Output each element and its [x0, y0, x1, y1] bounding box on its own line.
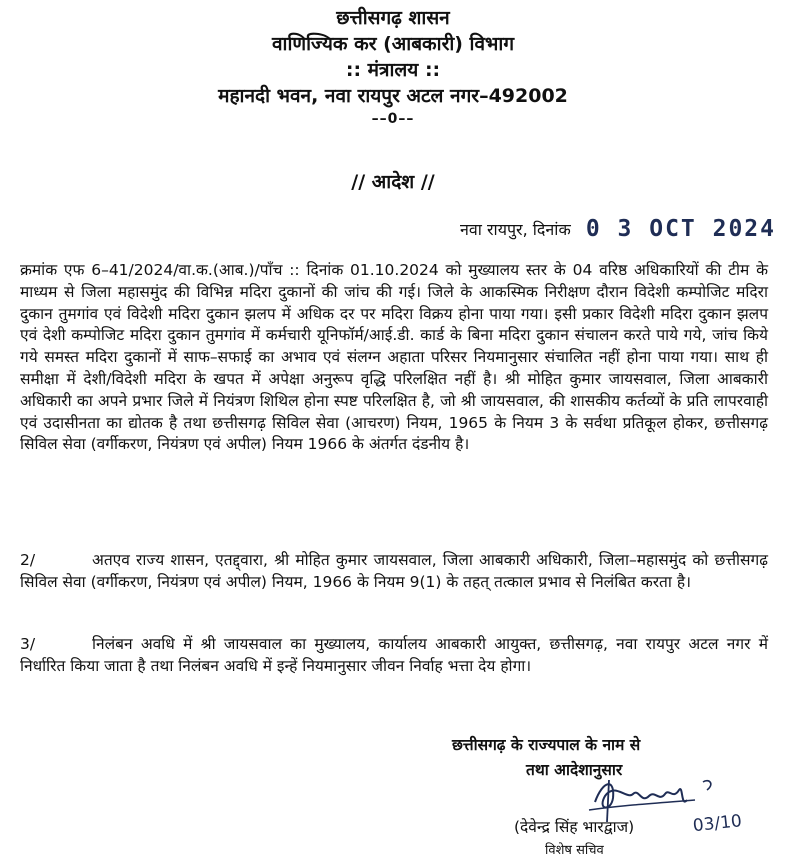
date-label: नवा रायपुर, दिनांक: [460, 220, 571, 239]
paragraph-3: [20, 634, 768, 678]
order-title: // आदेश //: [351, 171, 435, 193]
date-stamp: 0 3 OCT 2024: [585, 216, 776, 242]
paragraph-3-text: निलंबन अवधि में श्री जायसवाल का मुख्यालय, कार्यालय आबकारी आयुक्त, छत्तीसगढ़, नवा रायपुर अटल नगर में निर्धारित किया जाता है तथा निलंबन अवधि में इन्हें नियमानुसार जीवन निर्वाह भत्ता देय होगा।: [20, 635, 768, 675]
government-name: छत्तीसगढ़ शासन: [336, 7, 450, 29]
office-address: महानदी भवन, नवा रायपुर अटल नगर–492002: [218, 85, 568, 107]
paragraph-2-text: अतएव राज्य शासन, एतद्द्वारा, श्री मोहित कुमार जायसवाल, जिला आबकारी अधिकारी, जिला–महासमुंद को छत्तीसगढ़ सिविल सेवा (वर्गीकरण, नियंत्रण एवं अपील) नियम, 1966 के नियम 9(1) के तहत् तत्काल प्रभाव से निलंबित करता है।: [20, 551, 768, 591]
authority-line: छत्तीसगढ़ के राज्यपाल के नाम से: [452, 736, 641, 754]
signature-date: 03/10: [691, 811, 743, 837]
dateline: [460, 216, 776, 242]
paragraph-3-number: 3/: [20, 635, 36, 653]
header-divider: ––0––: [371, 111, 415, 127]
paragraph-1: क्रमांक एफ 6–41/2024/वा.क.(आब.)/पाँच :: दिनांक 01.10.2024 को मुख्यालय स्तर के 04 वरिष्ठ अधिकारियों की टीम के माध्यम से जिला महासमुंद की विभिन्न मदिरा दुकानों की जांच की गई। जिले के आकस्मिक निरीक्षण दौरान विदेशी कम्पोजिट मदिरा दुकान तुमगांव एवं विदेशी मदिरा दुकान झलप में अधिक दर पर मदिरा विक्रय होना पाया गया। इसी प्रकार विदेशी मदिरा दुकान झलप एवं देशी कम्पोजिट मदिरा दुकान तुमगांव में कर्मचारी यूनिफॉर्म/आई.डी. कार्ड के बिना मदिरा दुकान संचालन करते पाये गये, जांच किये गये समस्त मदिरा दुकानों में साफ–सफाई का अभाव एवं संलग्न अहाता परिसर नियमानुसार संचालित नहीं होना पाया गया। साथ ही समीक्षा में देशी/विदेशी मदिरा के खपत में अपेक्षा अनुरूप वृद्धि परिलक्षित नहीं है। श्री मोहित कुमार जायसवाल, जिला आबकारी अधिकारी का अपने प्रभार जिले में नियंत्रण शिथिल होना स्पष्ट परिलक्षित है, जो श्री जायसवाल, की शासकीय कर्तव्यों के प्रति लापरवाही एवं उदासीनता का द्योतक है तथा छत्तीसगढ़ सिविल सेवा (आचरण) नियम, 1965 के नियम 3 के सर्वथा प्रतिकूल होकर, छत्तीसगढ़ सिविल सेवा (वर्गीकरण, नियंत्रण एवं अपील) नियम 1966 के अंतर्गत दंडनीय है।: [20, 261, 768, 454]
ministry-label: :: मंत्रालय ::: [345, 59, 441, 81]
paragraph-2: [20, 550, 768, 594]
department-name: वाणिज्यिक कर (आबकारी) विभाग: [271, 33, 515, 55]
signatory-name: (देवेन्द्र सिंह भारद्वाज): [514, 818, 635, 836]
order-line: तथा आदेशानुसार: [526, 761, 623, 779]
paragraph-2-number: 2/: [20, 551, 36, 569]
signatory-designation: विशेष सचिव: [545, 843, 604, 858]
